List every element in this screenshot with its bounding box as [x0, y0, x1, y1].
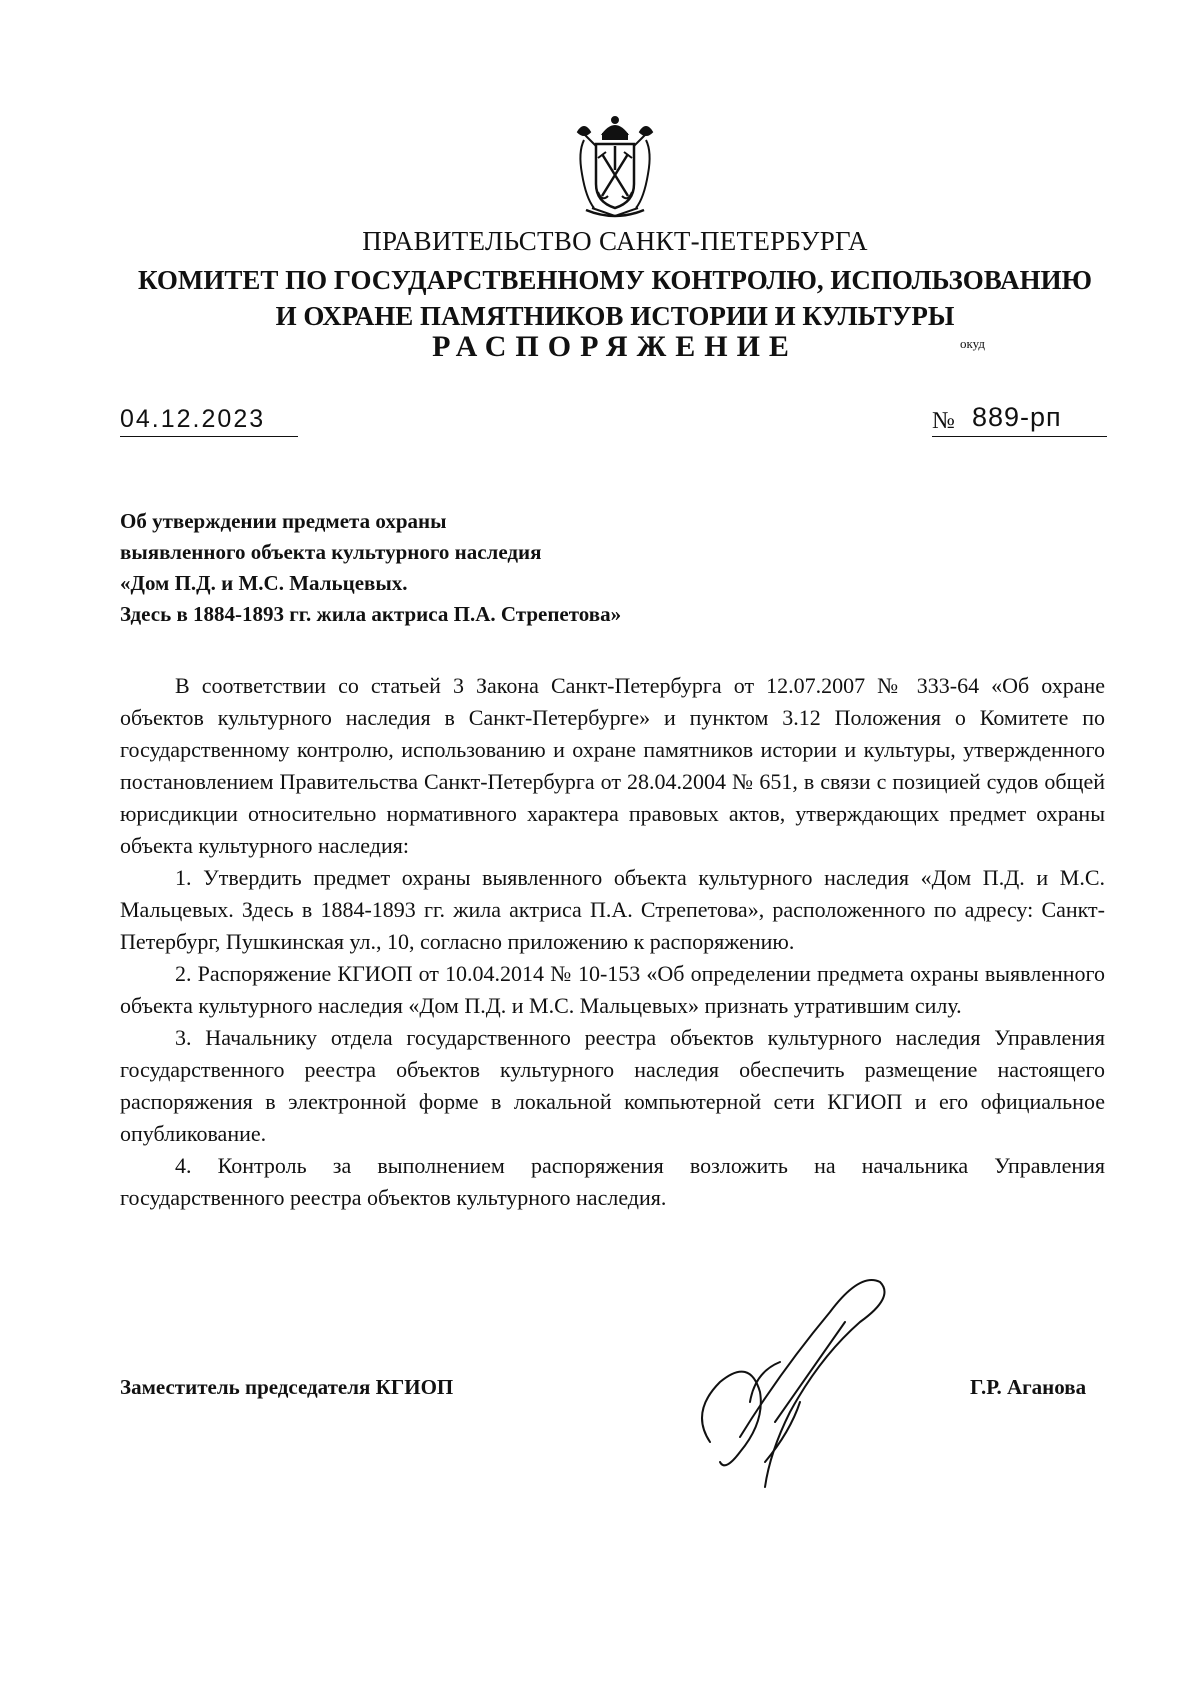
handwritten-signature [680, 1262, 930, 1502]
item-1-paragraph: 1. Утвердить предмет охраны выявленного объекта культурного наследия «Дом П.Д. и М.С. Мальцевых. Здесь в 1884-1893 гг. жила актриса П.А. Стрепетова», расположенного по адресу: Санкт-Петербург, Пушкинская ул., 10, согласно приложению к распоряжению. [120, 865, 1105, 954]
number-value: 889-рп [972, 402, 1062, 432]
document-type: РАСПОРЯЖЕНИЕ [432, 330, 798, 363]
committee-title-line1: КОМИТЕТ ПО ГОСУДАРСТВЕННОМУ КОНТРОЛЮ, ИСПОЛЬЗОВАНИЮ [138, 265, 1092, 295]
item-3-paragraph: 3. Начальнику отдела государственного реестра объектов культурного наследия Управления государственного реестра объектов культурного наследия обеспечить размещение настоящего распоряжения в электронной форме в локальной компьютерной сети КГИОП и его официальное опубликование. [120, 1025, 1105, 1146]
subject-line: выявленного объекта культурного наследия [120, 540, 542, 564]
item-2-paragraph: 2. Распоряжение КГИОП от 10.04.2014 № 10-153 «Об определении предмета охраны выявленного объекта культурного наследия «Дом П.Д. и М.С. Мальцевых» признать утратившим силу. [120, 961, 1105, 1018]
okud-label: окуд [960, 336, 985, 351]
document-subject [120, 506, 760, 630]
document-number [932, 402, 1107, 437]
document-body [120, 670, 1105, 1214]
signatory-name: Г.Р. Аганова [970, 1375, 1087, 1399]
government-title: ПРАВИТЕЛЬСТВО САНКТ-ПЕТЕРБУРГА [362, 226, 868, 256]
signatory-title: Заместитель председателя КГИОП [120, 1375, 454, 1399]
document-date: 04.12.2023 [120, 405, 298, 437]
number-sign: № [932, 408, 955, 434]
subject-line: Об утверждении предмета охраны [120, 509, 447, 533]
committee-title-line2: И ОХРАНЕ ПАМЯТНИКОВ ИСТОРИИ И КУЛЬТУРЫ [275, 301, 955, 331]
subject-line: Здесь в 1884-1893 гг. жила актриса П.А. Стрепетова» [120, 602, 622, 626]
committee-title [100, 262, 1130, 334]
preamble-paragraph: В соответствии со статьей 3 Закона Санкт-Петербурга от 12.07.2007 № 333-64 «Об охране объектов культурного наследия в Санкт-Петербурге» и пунктом 3.12 Положения о Комитете по государственному контролю, использованию и охране памятников истории и культуры, утвержденного постановлением Правительства Санкт-Петербурга от 28.04.2004 № 651, в связи с позицией судов общей юрисдикции относительно нормативного характера правовых актов, утверждающих предмет охраны объекта культурного наследия: [120, 673, 1105, 858]
subject-line: «Дом П.Д. и М.С. Мальцевых. [120, 571, 408, 595]
item-4-paragraph: 4. Контроль за выполнением распоряжения возложить на начальника Управления государственного реестра объектов культурного наследия. [120, 1153, 1105, 1210]
coat-of-arms-icon [570, 112, 660, 224]
